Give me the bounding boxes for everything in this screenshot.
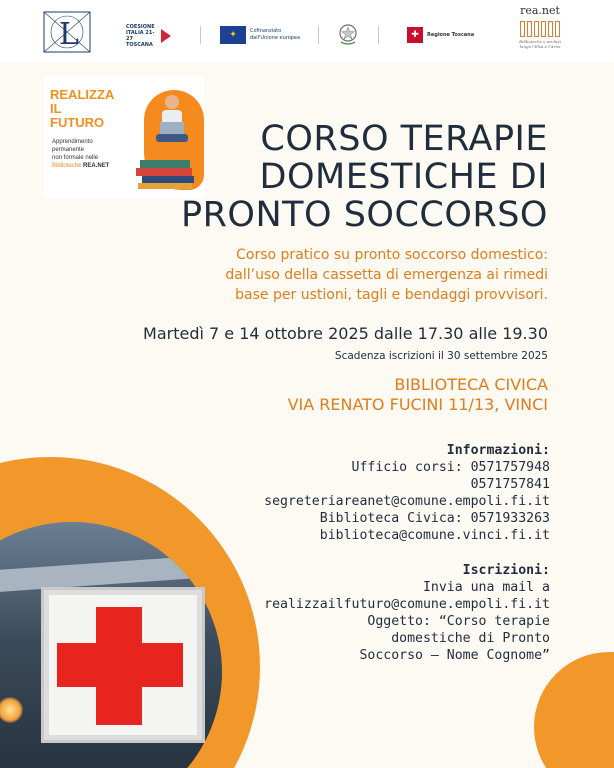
registration-heading: Iscrizioni:	[462, 563, 550, 578]
location-venue: BIBLIOTECA CIVICA	[394, 375, 548, 394]
eu-text: Cofinanziato dall'Unione europea	[250, 28, 301, 41]
registration-deadline: Scadenza iscrizioni il 30 settembre 2025	[334, 350, 548, 362]
photo-beam	[0, 553, 222, 593]
badge-desc-line: non formale nelle	[52, 155, 99, 161]
info-block	[264, 442, 550, 544]
description-line: base per ustioni, tagli e bendaggi provvisori.	[235, 287, 548, 303]
realizza-il-futuro-badge	[44, 76, 204, 198]
registration-line: Oggetto: “Corso terapie	[367, 614, 550, 629]
red-cross-icon	[57, 643, 183, 687]
badge-description	[52, 138, 109, 170]
toscana-mark-icon: ✚	[407, 27, 423, 43]
eu-flag-icon: ✦	[220, 26, 246, 44]
toscana-text: Regione Toscana	[427, 32, 475, 38]
course-title-line: DOMESTICHE DI	[259, 157, 548, 197]
badge-desc-line: permanente	[52, 147, 85, 153]
badge-title	[50, 88, 114, 130]
italian-republic-emblem-icon	[338, 22, 358, 46]
svg-text:L: L	[59, 17, 79, 52]
reanet-books-icon	[520, 21, 560, 37]
badge-desc-reanet: REA.NET	[83, 163, 110, 169]
logo-divider	[318, 26, 319, 44]
info-heading: Informazioni:	[446, 443, 550, 458]
course-dates: Martedì 7 e 14 ottobre 2025 dalle 17.30 alle 19.30	[143, 324, 548, 343]
course-location	[288, 375, 548, 415]
info-line: 0571757841	[470, 477, 550, 492]
description-line: dall’uso della cassetta di emergenza ai rimedi	[225, 267, 548, 283]
badge-desc-line: Apprendimento	[52, 139, 93, 145]
main-poster	[0, 62, 614, 768]
registration-block	[264, 562, 550, 664]
course-title-line: PRONTO SOCCORSO	[181, 195, 548, 235]
red-cross-sign	[44, 590, 202, 740]
reanet-name: rea.net	[520, 4, 560, 17]
registration-line: Invia una mail a	[422, 580, 550, 595]
info-line: Ufficio corsi: 0571757948	[351, 460, 550, 475]
logo-divider	[200, 26, 201, 44]
logo-strip	[0, 0, 614, 62]
badge-title-il: IL	[50, 101, 62, 116]
coesione-italia-logo	[126, 24, 171, 48]
badge-desc-biblioteche: Biblioteche	[52, 163, 82, 169]
course-title-line: CORSO TERAPIE	[260, 119, 548, 159]
description-line: Corso pratico su pronto soccorso domestico:	[236, 247, 548, 263]
registration-email-link[interactable]: realizzailfuturo@comune.empoli.fi.it	[264, 597, 550, 612]
l-monogram-logo	[42, 10, 92, 54]
course-description	[225, 245, 548, 305]
lamp-light-icon	[0, 697, 23, 723]
orange-circle-decoration-right	[534, 652, 614, 768]
coesione-arrow-icon	[161, 29, 171, 43]
info-email-link[interactable]: segreteriareanet@comune.empoli.fi.it	[264, 494, 550, 509]
info-email-link[interactable]: biblioteca@comune.vinci.fi.it	[319, 528, 550, 543]
badge-title-lizza: LIZZA	[77, 87, 115, 102]
reanet-subtitle: Biblioteche e archivi lungo l'Elsa e l'Arno	[519, 39, 561, 49]
badge-title-futuro: FUTURO	[50, 115, 105, 130]
eu-logo	[220, 26, 310, 44]
reanet-logo	[500, 4, 580, 49]
badge-title-rea: REA	[50, 87, 78, 102]
logo-divider	[378, 26, 379, 44]
info-line: Biblioteca Civica: 0571933263	[319, 511, 550, 526]
location-address: VIA RENATO FUCINI 11/13, VINCI	[287, 395, 548, 414]
coesione-text: COESIONE ITALIA 21-27 TOSCANA	[126, 24, 155, 48]
course-title	[181, 120, 548, 234]
registration-line: domestiche di Pronto	[391, 631, 550, 646]
registration-line: Soccorso – Nome Cognome”	[359, 648, 550, 663]
regione-toscana-logo	[407, 27, 474, 43]
